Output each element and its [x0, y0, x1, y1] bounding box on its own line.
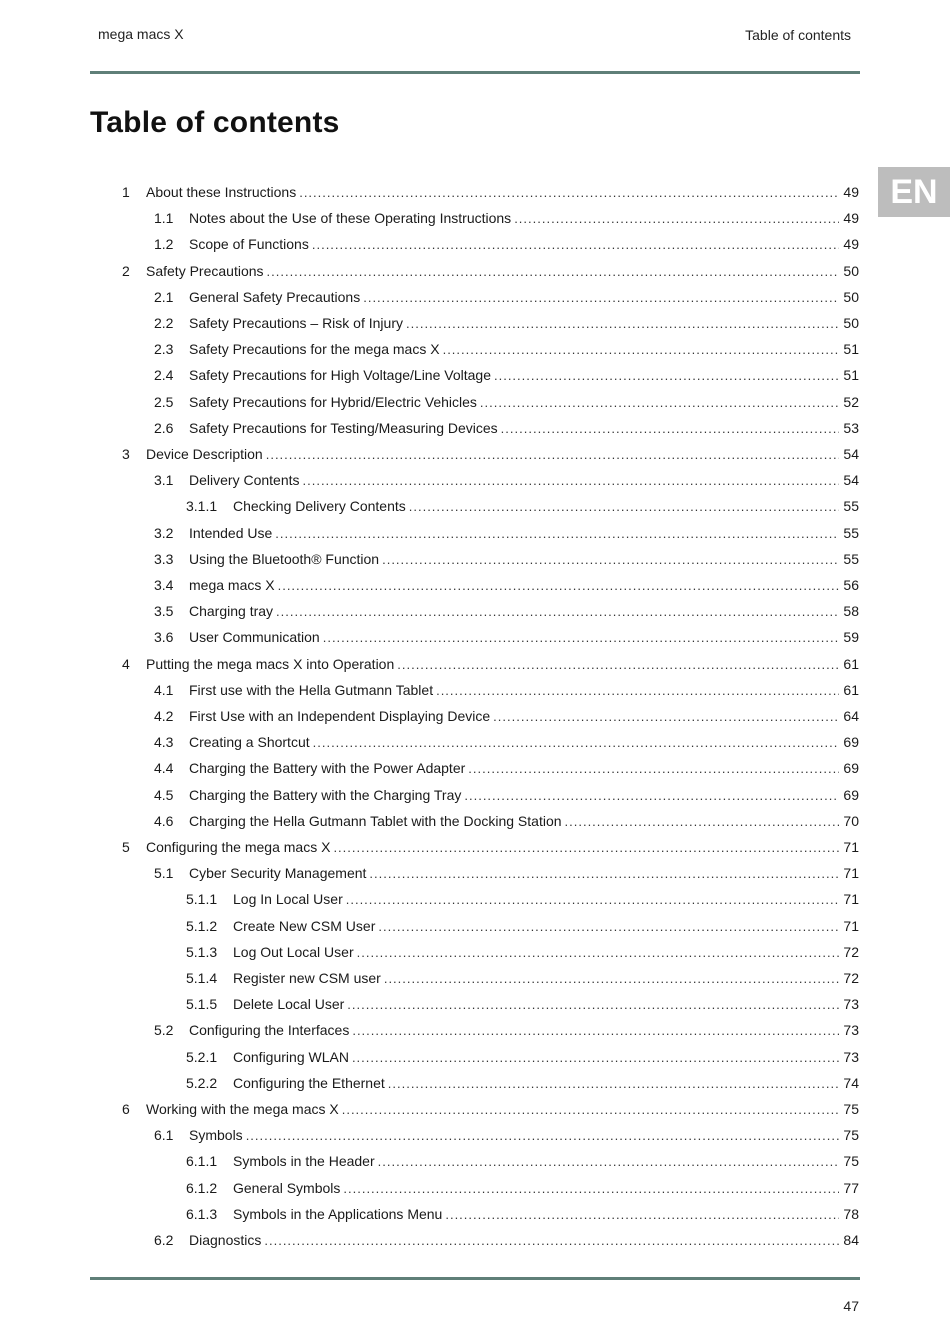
- toc-entry-page: 69: [843, 734, 859, 750]
- toc-entry-page: 51: [843, 367, 859, 383]
- toc-entry[interactable]: [186, 1204, 859, 1224]
- toc-entry-title: Delete Local User: [233, 996, 345, 1012]
- running-header-section: Table of contents: [745, 27, 851, 43]
- toc-entry-title: Charging tray: [189, 603, 274, 619]
- toc-entry-page: 84: [843, 1232, 859, 1248]
- toc-entry[interactable]: [122, 182, 859, 202]
- toc-entry[interactable]: [154, 418, 859, 438]
- toc-entry[interactable]: [154, 680, 859, 700]
- toc-entry-number: 5.1.2: [186, 918, 218, 934]
- toc-entry-title: Notes about the Use of these Operating Instructions: [189, 210, 512, 226]
- page-number: 47: [843, 1298, 859, 1314]
- toc-entry-number: 2: [122, 263, 130, 279]
- toc-dot-leader: [342, 1100, 839, 1120]
- toc-entry-title: Safety Precautions for Testing/Measuring Devices: [189, 420, 498, 436]
- toc-entry-title: Charging the Hella Gutmann Tablet with the Docking Station: [189, 813, 562, 829]
- toc-dot-leader: [436, 681, 839, 701]
- toc-entry-page: 69: [843, 760, 859, 776]
- toc-entry[interactable]: [154, 392, 859, 412]
- toc-dot-leader: [343, 1179, 839, 1199]
- toc-entry-number: 3.4: [154, 577, 174, 593]
- toc-entry-title: Scope of Functions: [189, 236, 309, 252]
- toc-entry-title: Working with the mega macs X: [146, 1101, 339, 1117]
- toc-entry[interactable]: [186, 1047, 859, 1067]
- toc-entry[interactable]: [154, 523, 859, 543]
- toc-dot-leader: [363, 288, 839, 308]
- toc-entry[interactable]: [122, 261, 859, 281]
- toc-dot-leader: [246, 1126, 839, 1146]
- toc-entry-number: 2.4: [154, 367, 174, 383]
- toc-dot-leader: [303, 471, 840, 491]
- toc-dot-leader: [346, 890, 839, 910]
- toc-entry-title: First Use with an Independent Displaying Device: [189, 708, 491, 724]
- toc-entry-title: Cyber Security Management: [189, 865, 367, 881]
- toc-entry[interactable]: [154, 549, 859, 569]
- toc-entry-page: 64: [843, 708, 859, 724]
- language-tab: EN: [878, 167, 950, 217]
- toc-entry-number: 5.2.1: [186, 1049, 218, 1065]
- toc-entry-number: 3.3: [154, 551, 174, 567]
- toc-entry-number: 5.1.3: [186, 944, 218, 960]
- toc-dot-leader: [382, 550, 839, 570]
- toc-entry-title: General Symbols: [233, 1180, 341, 1196]
- toc-entry[interactable]: [186, 1178, 859, 1198]
- toc-entry-title: First use with the Hella Gutmann Tablet: [189, 682, 434, 698]
- toc-entry-number: 3.6: [154, 629, 174, 645]
- toc-dot-leader: [264, 1231, 839, 1251]
- toc-entry-number: 2.1: [154, 289, 174, 305]
- toc-entry-number: 4.4: [154, 760, 174, 776]
- toc-entry[interactable]: [154, 339, 859, 359]
- toc-dot-leader: [443, 340, 839, 360]
- toc-dot-leader: [468, 759, 839, 779]
- toc-entry-number: 4.3: [154, 734, 174, 750]
- toc-entry[interactable]: [122, 837, 859, 857]
- toc-dot-leader: [278, 576, 839, 596]
- toc-entry-title: Configuring the Ethernet: [233, 1075, 385, 1091]
- toc-entry-title: Safety Precautions – Risk of Injury: [189, 315, 403, 331]
- toc-entry-page: 55: [843, 498, 859, 514]
- toc-entry-number: 1.2: [154, 236, 174, 252]
- toc-entry-page: 55: [843, 525, 859, 541]
- toc-dot-leader: [378, 917, 839, 937]
- toc-entry[interactable]: [154, 785, 859, 805]
- toc-entry[interactable]: [154, 706, 859, 726]
- toc-entry-title: mega macs X: [189, 577, 275, 593]
- toc-dot-leader: [266, 445, 839, 465]
- toc-entry-page: 61: [843, 656, 859, 672]
- toc-dot-leader: [388, 1074, 839, 1094]
- toc-entry-title: Charging the Battery with the Charging Tray: [189, 787, 462, 803]
- toc-entry-title: Intended Use: [189, 525, 273, 541]
- toc-dot-leader: [333, 838, 839, 858]
- toc-entry[interactable]: [154, 811, 859, 831]
- toc-dot-leader: [267, 262, 839, 282]
- toc-entry[interactable]: [186, 968, 859, 988]
- toc-entry-number: 4.5: [154, 787, 174, 803]
- toc-entry-title: Configuring the mega macs X: [146, 839, 331, 855]
- toc-entry-page: 71: [843, 865, 859, 881]
- toc-entry-title: General Safety Precautions: [189, 289, 361, 305]
- toc-entry-page: 49: [843, 184, 859, 200]
- toc-entry-title: Safety Precautions for the mega macs X: [189, 341, 440, 357]
- toc-entry-title: Symbols in the Header: [233, 1153, 375, 1169]
- header-divider: [90, 71, 860, 74]
- toc-dot-leader: [501, 419, 839, 439]
- toc-entry-page: 73: [843, 1049, 859, 1065]
- toc-dot-leader: [313, 733, 839, 753]
- toc-entry-title: About these Instructions: [146, 184, 297, 200]
- toc-entry-number: 6.1.3: [186, 1206, 218, 1222]
- toc-entry[interactable]: [154, 1020, 859, 1040]
- toc-entry-title: Safety Precautions for High Voltage/Line Voltage: [189, 367, 491, 383]
- toc-entry-page: 59: [843, 629, 859, 645]
- toc-entry-page: 61: [843, 682, 859, 698]
- toc-entry-page: 49: [843, 236, 859, 252]
- toc-dot-leader: [397, 655, 839, 675]
- toc-entry[interactable]: [186, 994, 859, 1014]
- toc-entry-page: 50: [843, 263, 859, 279]
- toc-entry-title: Configuring the Interfaces: [189, 1022, 350, 1038]
- toc-entry-page: 70: [843, 813, 859, 829]
- toc-entry-title: Register new CSM user: [233, 970, 381, 986]
- toc-entry-page: 54: [843, 446, 859, 462]
- toc-entry-title: Charging the Battery with the Power Adapter: [189, 760, 466, 776]
- toc-entry-number: 1.1: [154, 210, 174, 226]
- toc-entry[interactable]: [154, 732, 859, 752]
- toc-dot-leader: [347, 995, 839, 1015]
- toc-entry-page: 55: [843, 551, 859, 567]
- toc-entry-title: Log Out Local User: [233, 944, 354, 960]
- toc-entry-number: 3.1.1: [186, 498, 218, 514]
- toc-dot-leader: [565, 812, 839, 832]
- toc-entry-title: Diagnostics: [189, 1232, 262, 1248]
- toc-dot-leader: [352, 1021, 839, 1041]
- toc-entry[interactable]: [154, 208, 859, 228]
- toc-dot-leader: [312, 235, 839, 255]
- toc-dot-leader: [493, 707, 839, 727]
- toc-entry[interactable]: [186, 1073, 859, 1093]
- toc-dot-leader: [357, 943, 839, 963]
- toc-entry[interactable]: [154, 863, 859, 883]
- toc-dot-leader: [352, 1048, 839, 1068]
- running-header-title: mega macs X: [98, 26, 184, 42]
- toc-entry-page: 71: [843, 891, 859, 907]
- toc-entry-number: 5.2: [154, 1022, 174, 1038]
- toc-entry[interactable]: [154, 234, 859, 254]
- toc-entry-page: 71: [843, 918, 859, 934]
- toc-entry[interactable]: [154, 1125, 859, 1145]
- toc-entry-page: 75: [843, 1127, 859, 1143]
- toc-entry-number: 6: [122, 1101, 130, 1117]
- toc-entry-number: 2.2: [154, 315, 174, 331]
- toc-entry-number: 5.1: [154, 865, 174, 881]
- toc-dot-leader: [514, 209, 839, 229]
- toc-entry-number: 1: [122, 184, 130, 200]
- toc-entry-page: 72: [843, 970, 859, 986]
- toc-entry-number: 2.6: [154, 420, 174, 436]
- toc-entry-title: Delivery Contents: [189, 472, 300, 488]
- toc-entry-page: 58: [843, 603, 859, 619]
- toc-entry-title: Log In Local User: [233, 891, 343, 907]
- toc-entry-title: Putting the mega macs X into Operation: [146, 656, 395, 672]
- toc-entry-page: 71: [843, 839, 859, 855]
- toc-entry[interactable]: [154, 627, 859, 647]
- toc-entry-number: 5.1.1: [186, 891, 218, 907]
- toc-entry-number: 6.1: [154, 1127, 174, 1143]
- toc-dot-leader: [276, 602, 839, 622]
- toc-entry-page: 51: [843, 341, 859, 357]
- toc-entry-page: 74: [843, 1075, 859, 1091]
- toc-entry-number: 5.1.4: [186, 970, 218, 986]
- toc-entry-number: 2.3: [154, 341, 174, 357]
- toc-entry-page: 73: [843, 1022, 859, 1038]
- toc-entry[interactable]: [154, 365, 859, 385]
- toc-entry-number: 6.1.2: [186, 1180, 218, 1196]
- toc-entry-number: 4: [122, 656, 130, 672]
- toc-entry-number: 3.2: [154, 525, 174, 541]
- toc-entry-page: 72: [843, 944, 859, 960]
- toc-dot-leader: [409, 497, 839, 517]
- toc-entry-title: Creating a Shortcut: [189, 734, 310, 750]
- toc-entry[interactable]: [186, 916, 859, 936]
- toc-dot-leader: [275, 524, 839, 544]
- toc-dot-leader: [494, 366, 839, 386]
- toc-dot-leader: [299, 183, 839, 203]
- toc-entry-title: User Communication: [189, 629, 320, 645]
- toc-entry[interactable]: [186, 496, 859, 516]
- toc-dot-leader: [406, 314, 839, 334]
- toc-dot-leader: [480, 393, 839, 413]
- toc-entry-number: 5.1.5: [186, 996, 218, 1012]
- toc-entry-page: 54: [843, 472, 859, 488]
- toc-entry-page: 75: [843, 1153, 859, 1169]
- toc-entry-page: 73: [843, 996, 859, 1012]
- toc-entry-number: 2.5: [154, 394, 174, 410]
- toc-entry[interactable]: [186, 889, 859, 909]
- toc-entry-title: Device Description: [146, 446, 263, 462]
- toc-entry-title: Symbols in the Applications Menu: [233, 1206, 443, 1222]
- toc-entry[interactable]: [154, 575, 859, 595]
- toc-entry[interactable]: [154, 601, 859, 621]
- toc-entry-number: 3.5: [154, 603, 174, 619]
- toc-entry[interactable]: [154, 313, 859, 333]
- toc-entry[interactable]: [154, 1230, 859, 1250]
- toc-entry-number: 6.1.1: [186, 1153, 218, 1169]
- toc-entry-page: 50: [843, 315, 859, 331]
- toc-dot-leader: [464, 786, 839, 806]
- toc-entry[interactable]: [186, 942, 859, 962]
- footer-divider: [90, 1277, 860, 1280]
- toc-entry[interactable]: [154, 287, 859, 307]
- toc-entry-title: Checking Delivery Contents: [233, 498, 406, 514]
- toc-entry-page: 49: [843, 210, 859, 226]
- toc-entry-number: 4.6: [154, 813, 174, 829]
- toc-entry[interactable]: [122, 1099, 859, 1119]
- toc-dot-leader: [384, 969, 839, 989]
- toc-dot-leader: [369, 864, 839, 884]
- toc-entry[interactable]: [154, 470, 859, 490]
- toc-entry-title: Using the Bluetooth® Function: [189, 551, 380, 567]
- toc-entry-page: 78: [843, 1206, 859, 1222]
- toc-dot-leader: [378, 1152, 839, 1172]
- toc-entry-number: 3: [122, 446, 130, 462]
- toc-entry[interactable]: [154, 758, 859, 778]
- toc-entry[interactable]: [186, 1151, 859, 1171]
- toc-entry-title: Configuring WLAN: [233, 1049, 349, 1065]
- toc-entry-number: 4.1: [154, 682, 174, 698]
- toc-entry-number: 3.1: [154, 472, 174, 488]
- toc-entry-title: Safety Precautions for Hybrid/Electric Vehicles: [189, 394, 477, 410]
- toc-entry-number: 5: [122, 839, 130, 855]
- toc-entry-title: Symbols: [189, 1127, 243, 1143]
- toc-entry-page: 69: [843, 787, 859, 803]
- toc-dot-leader: [323, 628, 839, 648]
- toc-entry[interactable]: [122, 444, 859, 464]
- toc-entry-number: 6.2: [154, 1232, 174, 1248]
- toc-entry[interactable]: [122, 654, 859, 674]
- toc-entry-title: Create New CSM User: [233, 918, 376, 934]
- toc-entry-title: Safety Precautions: [146, 263, 264, 279]
- toc-entry-page: 52: [843, 394, 859, 410]
- toc-entry-number: 5.2.2: [186, 1075, 218, 1091]
- toc-dot-leader: [445, 1205, 839, 1225]
- toc-entry-page: 75: [843, 1101, 859, 1117]
- toc-entry-page: 53: [843, 420, 859, 436]
- toc-entry-page: 56: [843, 577, 859, 593]
- toc-entry-number: 4.2: [154, 708, 174, 724]
- page-title: Table of contents: [90, 106, 340, 139]
- toc-entry-page: 50: [843, 289, 859, 305]
- toc-entry-page: 77: [843, 1180, 859, 1196]
